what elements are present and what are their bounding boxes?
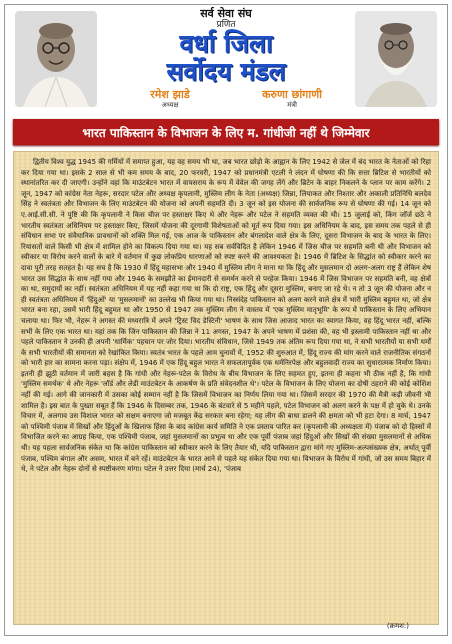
org-name: सर्व सेवा संघ: [200, 7, 252, 20]
article-body: [13, 151, 439, 625]
newsletter-page: [4, 4, 448, 636]
prerak-label: प्रणित: [216, 20, 236, 30]
vinoba-portrait: [355, 11, 437, 107]
headline-text: भारत पाकिस्तान के विभाजन के लिए म. गांधीजी नहीं थे जिम्मेवार: [82, 125, 370, 140]
officer-name: करुणा छांगाणी: [261, 88, 323, 101]
masthead-title-line1: वर्धा जिला: [179, 29, 273, 58]
officer-secretary: [237, 89, 347, 109]
headline-banner: [13, 119, 439, 145]
article-paragraph: द्वितीय विश्व युद्ध 1945 की गर्मियों में समाप्त हुआ, यह वह समय भी था, जब भारत छोड़ो के आह्वान के लिए 1942 से जेल में बंद भारत के नेताओं को रिहा कर दिया गया था। इसके 2 साल से भी कम समय के बाद, 20 फरवरी, 1947 को प्रधानमंत्री एटली ने लंदन में घोषणा की कि सत्ता ब्रिटिश से भारतीयों को स्थानांतरित कर दी जाएगी। उन्होंने वहां कि माउंटबेटन भारत में वायसराय के रूप में वेवेल की जगह लेंगे और ब्रिटेन के बाहर निकलने के प्लान पर काम करेंगे। 2 जून, 1947 को कांग्रेस नेता नेहरू, सरदार पटेल और अध्यक्ष कृपलानी, मुस्लिम लीग के नेता (अध्यक्ष) जिन्ना, लियाकत और निश्तार और अकाली प्रतिनिधि बलदेव सिंह ने स्वतंत्रता और विभाजन के लिए माउंटबेटन की योजना को अपनी सहमति दी। 3 जून को इस योजना की सार्वजनिक रूप से घोषणा की गई। 14 जून को ए.आई.सी.सी. ने पुष्टि की कि कृपलानी ने किस चीज पर हस्ताक्षर किए थे और नेहरू और पटेल ने सहमति व्यक्त की थी। 15 जुलाई को, किंग जॉर्ज छठे ने भारतीय स्वतंत्रता अधिनियम पर हस्ताक्षर किए, जिसमें योजना की दूरगामी विशेषताओं को मूर्त रूप दिया गया। इस अधिनियम के बाद, इस समय तक पहले से ही संविधान सभा पर संवैधानिक प्रावधानों को शक्ति मिल गई, एक आज के पाकिस्तान और बंगलादेश वाले क्षेत्र के लिए, दूसरा विभाजन के बाद के भारत के लिए। रियासतों वाले किसी भी क्षेत्र में शामिल होने का विकल्प दिया गया था। यह सब सर्वविदित है लेकिन 1946 में जिस चीज पर सहमति बनी थी और विभाजन को स्वीकार या विरोध करने वालों के बारे में वर्तमान में कुछ लोकप्रिय धारणाओं को स्पष्ट करने की आवश्यकता है। 1946 में ब्रिटिश के सिद्धांत को स्वीकार करने का दावा पूरी तरह सतहत है। यह सच है कि 1930 में हिंदू महासभा और 1940 में मुस्लिम लीग ने माना था कि हिंदू और मुसलमान दो अलग-अलग राष्ट्र हैं लेकिन शेष भारत उस सिद्धांत के साथ नहीं गया और 1946 के समझौते का ईमानदारी से समर्थन करने से परहेज किया। 1946 में जिस विभाजन पर सहमति बनी, वह क्षेत्रों का था, समुदायों का नहीं। स्वतंत्रता अधिनियम में यह नहीं कहा गया था कि दो राष्ट्र, एक हिंदू और दूसरा मुस्लिम, बनाए जा रहे थे। न तो 3 जून की योजना और न ही स्वतंत्रता अधिनियम में 'हिंदुओं' या 'मुसलमानों' का उल्लेख भी किया गया था। निस्संदेह पाकिस्तान को अलग करने वाले क्षेत्र में भारी मुस्लिम बहुमत था, जो क्षेत्र भारत बना रहा, उसमें भारी हिंदू बहुमत था और 1950 से 1947 तक मुस्लिम लीग ने वास्तव में 'एक मुस्लिम मातृभूमि' के रूप में पाकिस्तान के लिए अभियान चलाया था। फिर भी, नेहरू ने अगस्त की मध्यरात्रि में अपने 'ट्रिस्ट विद डेस्टिनी' भाषण के साथ जिस आजाद भारत का स्वागत किया, वह हिंदू भारत नहीं, बल्कि सभी के लिए एक भारत था। यहां तक कि जिन पाकिस्तान की जिन्ना ने 11 अगस्त, 1947 के अपने भाषण में प्रशंसा की, वह भी इस्लामी पाकिस्तान नहीं था और पहले पाकिस्तान ने उनकी ही अपनी 'धार्मिक' पहचान पर जोर दिया। भारतीय संविधान, जिसे 1949 तक अंतिम रूप दिया गया था, ने सभी भारतीयों या सभी धर्मों के सभी भारतीयों की समानता को रेखांकित किया। स्वतंत्र भारत के पहले आम चुनावों में, 1952 की शुरुआत में, हिंदू राज्य की मांग करने वाले राजनीतिक संगठनों को भारी हार का सामना करना पड़ा। संक्षेप में, 1946 में एक हिंदू बहुल भारत ने सफलतापूर्वक एक धर्मनिरपेक्ष और बहुलवादी राज्य का सुधारात्मक निर्माण किया। इतनी ही झूठी वर्तमान में जारी बहस है कि गांधी और नेहरू-पटेल के विरोध के बीच विभाजन के लिए सहमत हुए, इतना ही कहना भी ठीक नहीं है, कि गांधी 'मुस्लिम समर्थक' थे और नेहरू 'लॉर्ड और लेडी माउंटबेटन के आकर्षण के प्रति संवेदनशील थे'। पटेल के विभाजन के लिए योजना का दोषी ठहराने की कोई कोशिश नहीं की गई। आगे की जानकारी में उसका कोई सम्मान नहीं है कि जिसमें विभाजन का निर्णय लिया गया था। जिसमें सरदार की 1970 की मैत्री कड़ी जीवनी भी शामिल है। इस बात के पुख्ता सबूत हैं कि 1946 के दिसम्बर तक, 1946 के बंटवारे से 5 महीने पहले, पटेल विभाजन को अलग करने के पक्ष में हो चुके थे। उनके विचार में, अलगाव उस विशाल भारत को सक्षम बनाएगा जो मजबूत केंद्र सरकार बना रहेगा; यह लीग की बाधा डालने की क्षमता को भी हटा देगा। 8 मार्च, 1947 को पश्चिमी पंजाब में सिखों और हिंदुओं के खिलाफ हिंसा के बाद कांग्रेस कार्य समिति ने एक प्रस्ताव पारित कर (कृपलानी की अध्यक्षता में) पंजाब को दो हिस्सों में विभाजित करने का आग्रह किया, एक पश्चिमी पंजाब, जहां मुसलमानों का प्रभुत्व था और एक पूर्वी पंजाब जहां हिंदुओं और सिखों की संख्या मुसलमानों से अधिक थी। यह पहला सार्वजनिक संकेत था कि कांग्रेस पाकिस्तान को स्वीकार करने के लिए तैयार थी, यदि पाकिस्तान द्वारा मांगे गए मुस्लिम-अल्पसंख्यक क्षेत्र, अर्थात् पूर्वी पंजाब, पश्चिम बंगाल और असम, भारत में बने रहें। माउंटबेटन के भारत आने से पहले यह संकेत दिया गया था। विभाजन के विरोध में गांधी, जो उस समय बिहार में थे, ने पटेल और नेहरू दोनों से स्पष्टीकरण मांगा। पटेल ने उत्तर दिया (मार्च 24), 'पंजाब: [21, 157, 431, 474]
officer-role: अध्यक्ष: [161, 101, 179, 109]
continued-label: (क्रमश:): [386, 622, 409, 630]
masthead-title-line2: सर्वोदय मंडल: [166, 57, 286, 86]
brand-block: [105, 5, 347, 86]
gandhi-portrait: [15, 11, 97, 107]
officer-role: मंत्री: [287, 101, 297, 109]
masthead: [5, 5, 447, 113]
officer-president: [115, 89, 225, 109]
officer-name: रमेश झाडे: [150, 88, 190, 101]
